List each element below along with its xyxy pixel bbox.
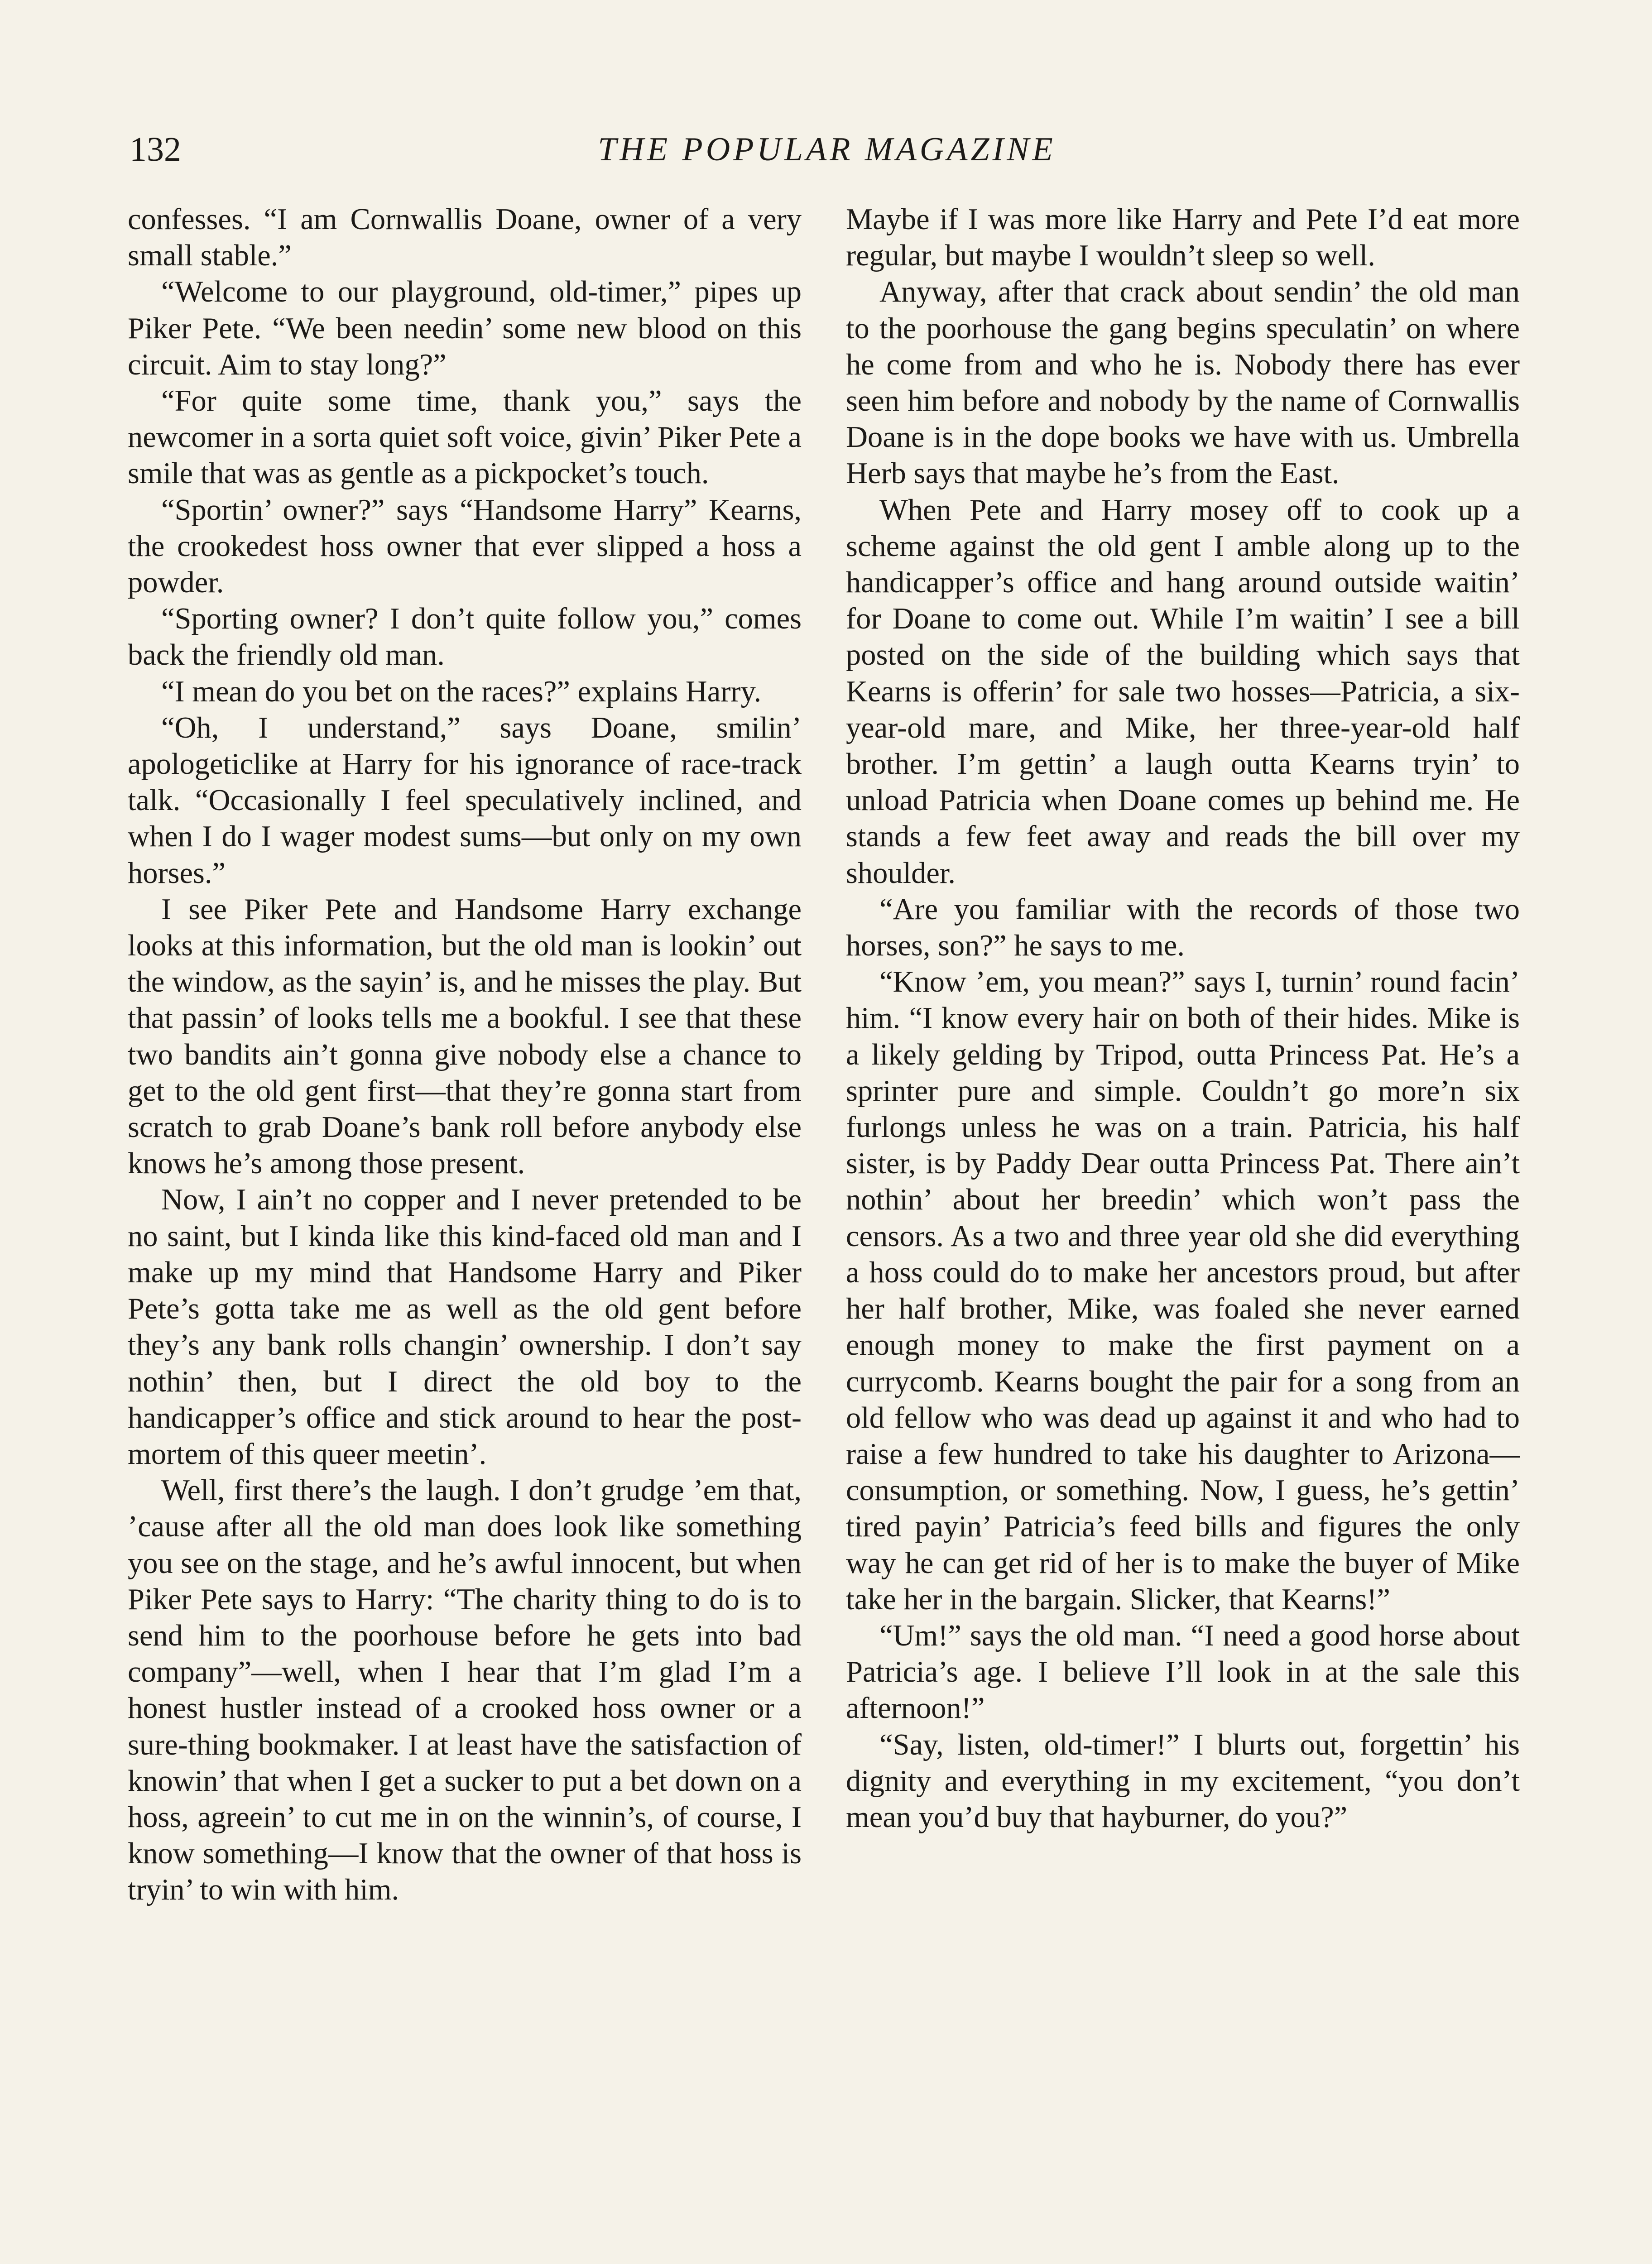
paragraph: “Sporting owner? I don’t quite follow you,” comes back the friendly old man.	[128, 602, 802, 672]
paragraph: confesses. “I am Cornwallis Doane, owner of a very small stable.”	[128, 203, 802, 273]
running-title: THE POPULAR MAGAZINE	[598, 131, 1056, 168]
paragraph: “Oh, I understand,” says Doane, smilin’ apologeticlike at Harry for his ignorance of race-track talk. “Occasionally I feel speculatively inclined, and when I do I wager modest sums—but only on my own horses.”	[128, 711, 802, 890]
paragraph: “Welcome to our playground, old-timer,” pipes up Piker Pete. “We been needin’ some new blood on this circuit. Aim to stay long?”	[128, 275, 802, 381]
paragraph: Well, first there’s the laugh. I don’t grudge ’em that, ’cause after all the old man does look like something you see on the stage, and he’s awful innocent, but when Piker Pete says to Harry: “The charity thing to do is to send him to the poorhouse before he gets into bad company”—well, when I hear that I’m glad I’m a honest hustler instead of a crooked hoss owner or a sure-thing bookmaker. I at least have the satisfaction of knowin’ that when I get a sucker to put a bet down on a hoss, agreein’ to cut me in on the winnin’s, of course, I know something—I know that the owner of that hoss is tryin’ to win with him.	[128, 1474, 802, 1907]
paragraph: Anyway, after that crack about sendin’ the old man to the poorhouse the gang begins speculatin’ on where he come from and who he is. Nobody there has ever seen him before and nobody by the name of Cornwallis Doane is in the dope books we have with us. Umbrella Herb says that maybe he’s from the East.	[846, 275, 1520, 490]
paragraph: Maybe if I was more like Harry and Pete I’d eat more regular, but maybe I wouldn’t sleep so well.	[846, 203, 1520, 273]
paragraph: Now, I ain’t no copper and I never pretended to be no saint, but I kinda like this kind-faced old man and I make up my mind that Handsome Harry and Piker Pete’s gotta take me as well as the old gent before they’s any bank rolls changin’ ownership. I don’t say nothin’ then, but I direct the old boy to the handicapper’s office and stick around to hear the post-mortem of this queer meetin’.	[128, 1183, 802, 1471]
right-column	[846, 201, 1520, 1836]
paragraph: “Say, listen, old-timer!” I blurts out, forgettin’ his dignity and everything in my excitement, “you don’t mean you’d buy that hayburner, do you?”	[846, 1728, 1520, 1834]
left-column	[128, 201, 802, 1909]
paragraph: I see Piker Pete and Handsome Harry exchange looks at this information, but the old man is lookin’ out the window, as the sayin’ is, and he misses the play. But that passin’ of looks tells me a bookful. I see that these two bandits ain’t gonna give nobody else a chance to get to the old gent first—that they’re gonna start from scratch to grab Doane’s bank roll before anybody else knows he’s among those present.	[128, 892, 802, 1180]
paragraph: “Are you familiar with the records of those two horses, son?” he says to me.	[846, 892, 1520, 963]
paragraph: “Know ’em, you mean?” says I, turnin’ round facin’ him. “I know every hair on both of their hides. Mike is a likely gelding by Tripod, outta Princess Pat. He’s a sprinter pure and simple. Couldn’t go more’n six furlongs unless he was on a train. Patricia, his half sister, is by Paddy Dear outta Princess Pat. There ain’t nothin’ about her breedin’ which won’t pass the censors. As a two and three year old she did everything a hoss could do to make her ancestors proud, but after her half brother, Mike, was foaled she never earned enough money to make the first payment on a currycomb. Kearns bought the pair for a song from an old fellow who was dead up against it and who had to raise a few hundred to take his daughter to Arizona—consumption, or something. Now, I guess, he’s gettin’ tired payin’ Patricia’s feed bills and figures the only way he can get rid of her is to make the buyer of Mike take her in the bargain. Slicker, that Kearns!”	[846, 965, 1520, 1616]
paragraph: “Sportin’ owner?” says “Handsome Harry” Kearns, the crookedest hoss owner that ever slipped a hoss a powder.	[128, 493, 802, 600]
paragraph: “Um!” says the old man. “I need a good horse about Patricia’s age. I believe I’ll look in at the sale this afternoon!”	[846, 1619, 1520, 1725]
paragraph: “For quite some time, thank you,” says the newcomer in a sorta quiet soft voice, givin’ Piker Pete a smile that was as gentle as a pickpocket’s touch.	[128, 384, 802, 490]
paragraph: “I mean do you bet on the races?” explains Harry.	[161, 675, 762, 708]
page-header	[130, 122, 1524, 177]
page-number: 132	[130, 130, 181, 168]
paragraph: When Pete and Harry mosey off to cook up a scheme against the old gent I amble along up to the handicapper’s office and hang around outside waitin’ for Doane to come out. While I’m waitin’ I see a bill posted on the side of the building which says that Kearns is offerin’ for sale two hosses—Patricia, a six-year-old mare, and Mike, her three-year-old half brother. I’m gettin’ a laugh outta Kearns tryin’ to unload Patricia when Doane comes up behind me. He stands a few feet away and reads the bill over my shoulder.	[846, 493, 1520, 890]
